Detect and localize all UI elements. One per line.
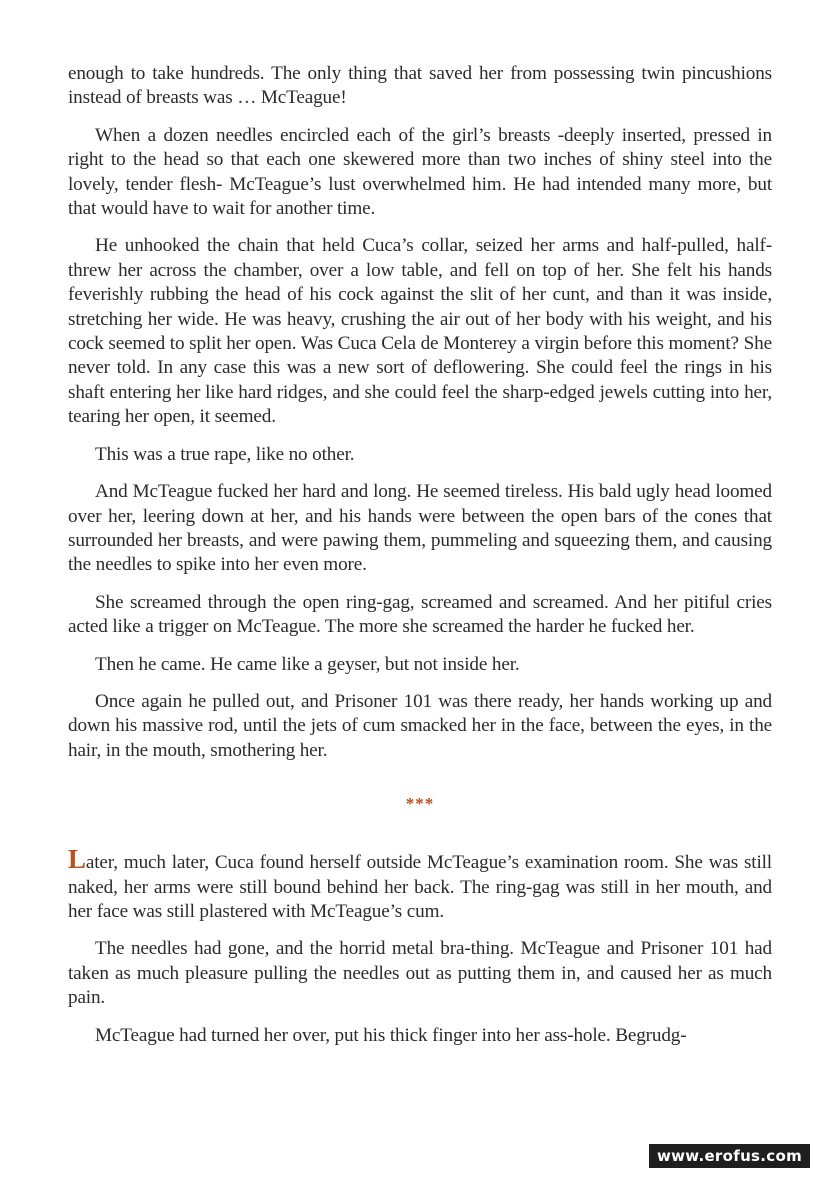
paragraph: The needles had gone, and the horrid metal bra-thing. McTeague and Prisoner 101 had taken as much pleasure pulling the needles out as putting them in, and caused her as much pain. (68, 938, 772, 1009)
paragraph: Once again he pulled out, and Prisoner 101 was there ready, her hands working up and down his massive rod, until the jets of cum smacked her in the face, between the eyes, in the hair, in the mouth, smothering her. (68, 690, 772, 761)
paragraph: Then he came. He came like a geyser, but not inside her. (95, 653, 520, 675)
drop-cap: L (68, 844, 86, 875)
paragraph: When a dozen needles encircled each of the girl’s breasts -deeply inserted, pressed in right to the head so that each one skewered more than two inches of shiny steel into the lovely, tender flesh- McTeague’s lust overwhelmed him. He had intended many more, but that would have to wait for another time. (68, 124, 772, 220)
section-separator: *** (405, 794, 435, 814)
section-opening-paragraph (68, 844, 772, 924)
paragraph: This was a true rape, like no other. (95, 443, 355, 465)
opening-text: ater, much later, Cuca found herself outside McTeague’s examination room. She was still naked, her arms were still bound behind her back. The ring-gag was still in her mouth, and her face was still plastered with McTeague’s cum. (68, 852, 772, 922)
paragraph: He unhooked the chain that held Cuca’s collar, seized her arms and half-pulled, half-threw her across the chamber, over a low table, and fell on top of her. She felt his hands feverishly rubbing the head of his cock against the slit of her cunt, and than it was inside, stretching her wide. He was heavy, crushing the air out of her body with his weight, and his cock seemed to split her open. Was Cuca Cela de Monterey a virgin before this moment? She never told. In any case this was a new sort of deflowering. She could feel the rings in his shaft entering her like hard ridges, and she could feel the sharp-edged jewels cutting into her, tearing her open, it seemed. (68, 235, 772, 428)
page-body (68, 62, 772, 1061)
paragraph: McTeague had turned her over, put his thick finger into her ass-hole. Begrudg- (95, 1024, 687, 1046)
paragraph: She screamed through the open ring-gag, screamed and screamed. And her pitiful cries acted like a trigger on McTeague. The more she screamed the harder he fucked her. (68, 591, 772, 638)
paragraph: enough to take hundreds. The only thing that saved her from possessing twin pincushions instead of breasts was … McTeague! (68, 63, 772, 109)
site-watermark: www.erofus.com (649, 1144, 810, 1168)
paragraph: And McTeague fucked her hard and long. He seemed tireless. His bald ugly head loomed over her, leering down at her, and his hands were between the open bars of the cones that surrounded her breasts, and were pawing them, pummeling and squeezing them, and causing the needles to spike into her even more. (68, 481, 772, 576)
